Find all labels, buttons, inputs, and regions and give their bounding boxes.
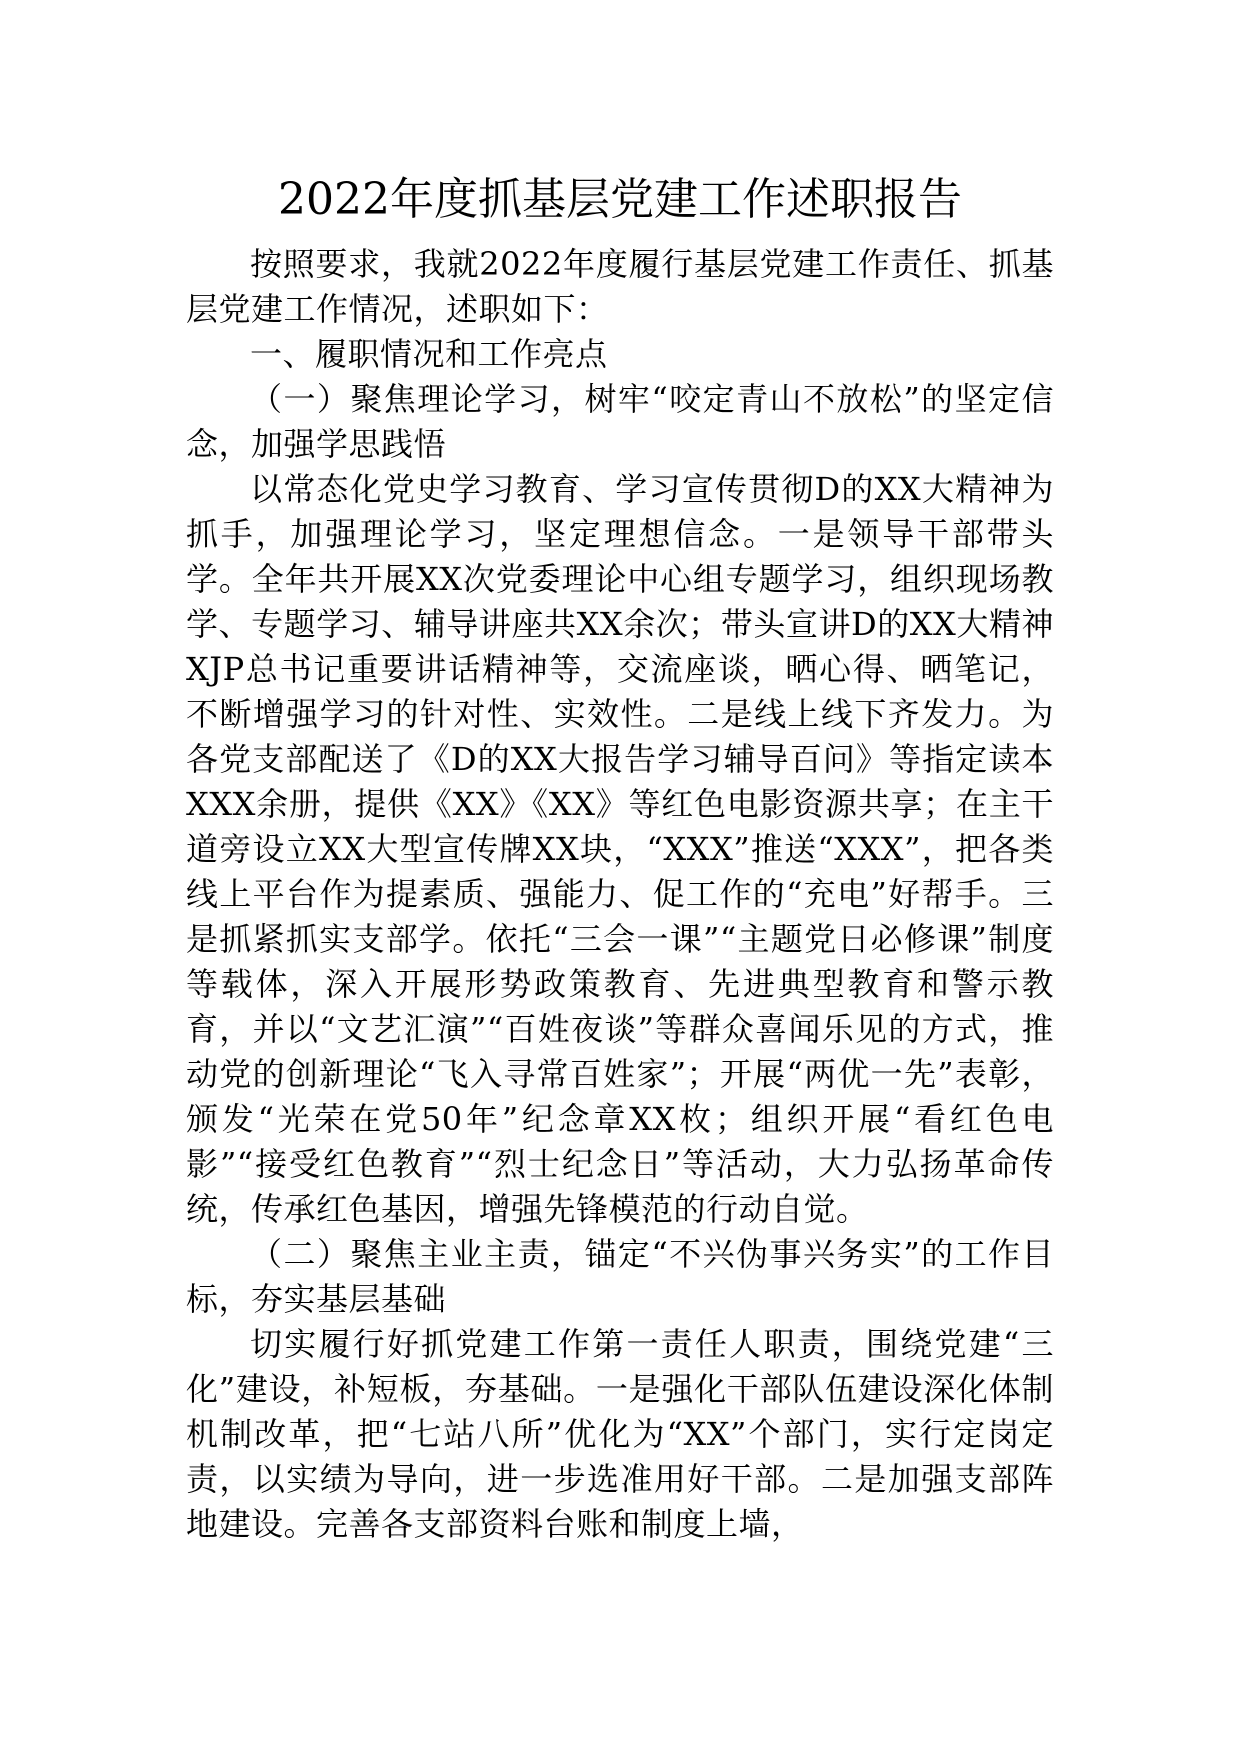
subsection-heading-2: （二）聚焦主业主责，锚定“不兴伪事兴务实”的工作目标，夯实基层基础 bbox=[186, 1235, 1054, 1318]
document-body bbox=[186, 242, 1054, 1547]
section-heading-1: 一、履职情况和工作亮点 bbox=[250, 335, 608, 373]
body-paragraph-1: 以常态化党史学习教育、学习宣传贯彻D的XX大精神为抓手，加强理论学习，坚定理想信念。一是领导干部带头学。全年共开展XX次党委理论中心组专题学习，组织现场教学、专题学习、辅导讲座共XX余次；带头宣讲D的XX大精神XJP总书记重要讲话精神等，交流座谈，晒心得、晒笔记，不断增强学习的针对性、实效性。二是线上线下齐发力。为各党支部配送了《D的XX大报告学习辅导百问》等指定读本XXX余册，提供《XX》《XX》等红色电影资源共享；在主干道旁设立XX大型宣传牌XX块，“XXX”推送“XXX”，把各类线上平台作为提素质、强能力、促工作的“充电”好帮手。三是抓紧抓实支部学。依托“三会一课”“主题党日必修课”制度等载体，深入开展形势政策教育、先进典型教育和警示教育，并以“文艺汇演”“百姓夜谈”等群众喜闻乐见的方式，推动党的创新理论“飞入寻常百姓家”；开展“两优一先”表彰，颁发“光荣在党50年”纪念章XX枚；组织开展“看红色电影”“接受红色教育”“烈士纪念日”等活动，大力弘扬革命传统，传承红色基因，增强先锋模范的行动自觉。 bbox=[186, 470, 1054, 1228]
body-paragraph-2: 切实履行好抓党建工作第一责任人职责，围绕党建“三化”建设，补短板，夯基础。一是强化干部队伍建设深化体制机制改革，把“七站八所”优化为“XX”个部门，实行定岗定责，以实绩为导向，进一步选准用好干部。二是加强支部阵地建设。完善各支部资料台账和制度上墙， bbox=[186, 1325, 1054, 1543]
subsection-heading-1: （一）聚焦理论学习，树牢“咬定青山不放松”的坚定信念，加强学思践悟 bbox=[186, 380, 1054, 463]
document-title: 2022年度抓基层党建工作述职报告 bbox=[278, 174, 962, 225]
intro-paragraph: 按照要求，我就2022年度履行基层党建工作责任、抓基层党建工作情况，述职如下： bbox=[186, 245, 1054, 328]
